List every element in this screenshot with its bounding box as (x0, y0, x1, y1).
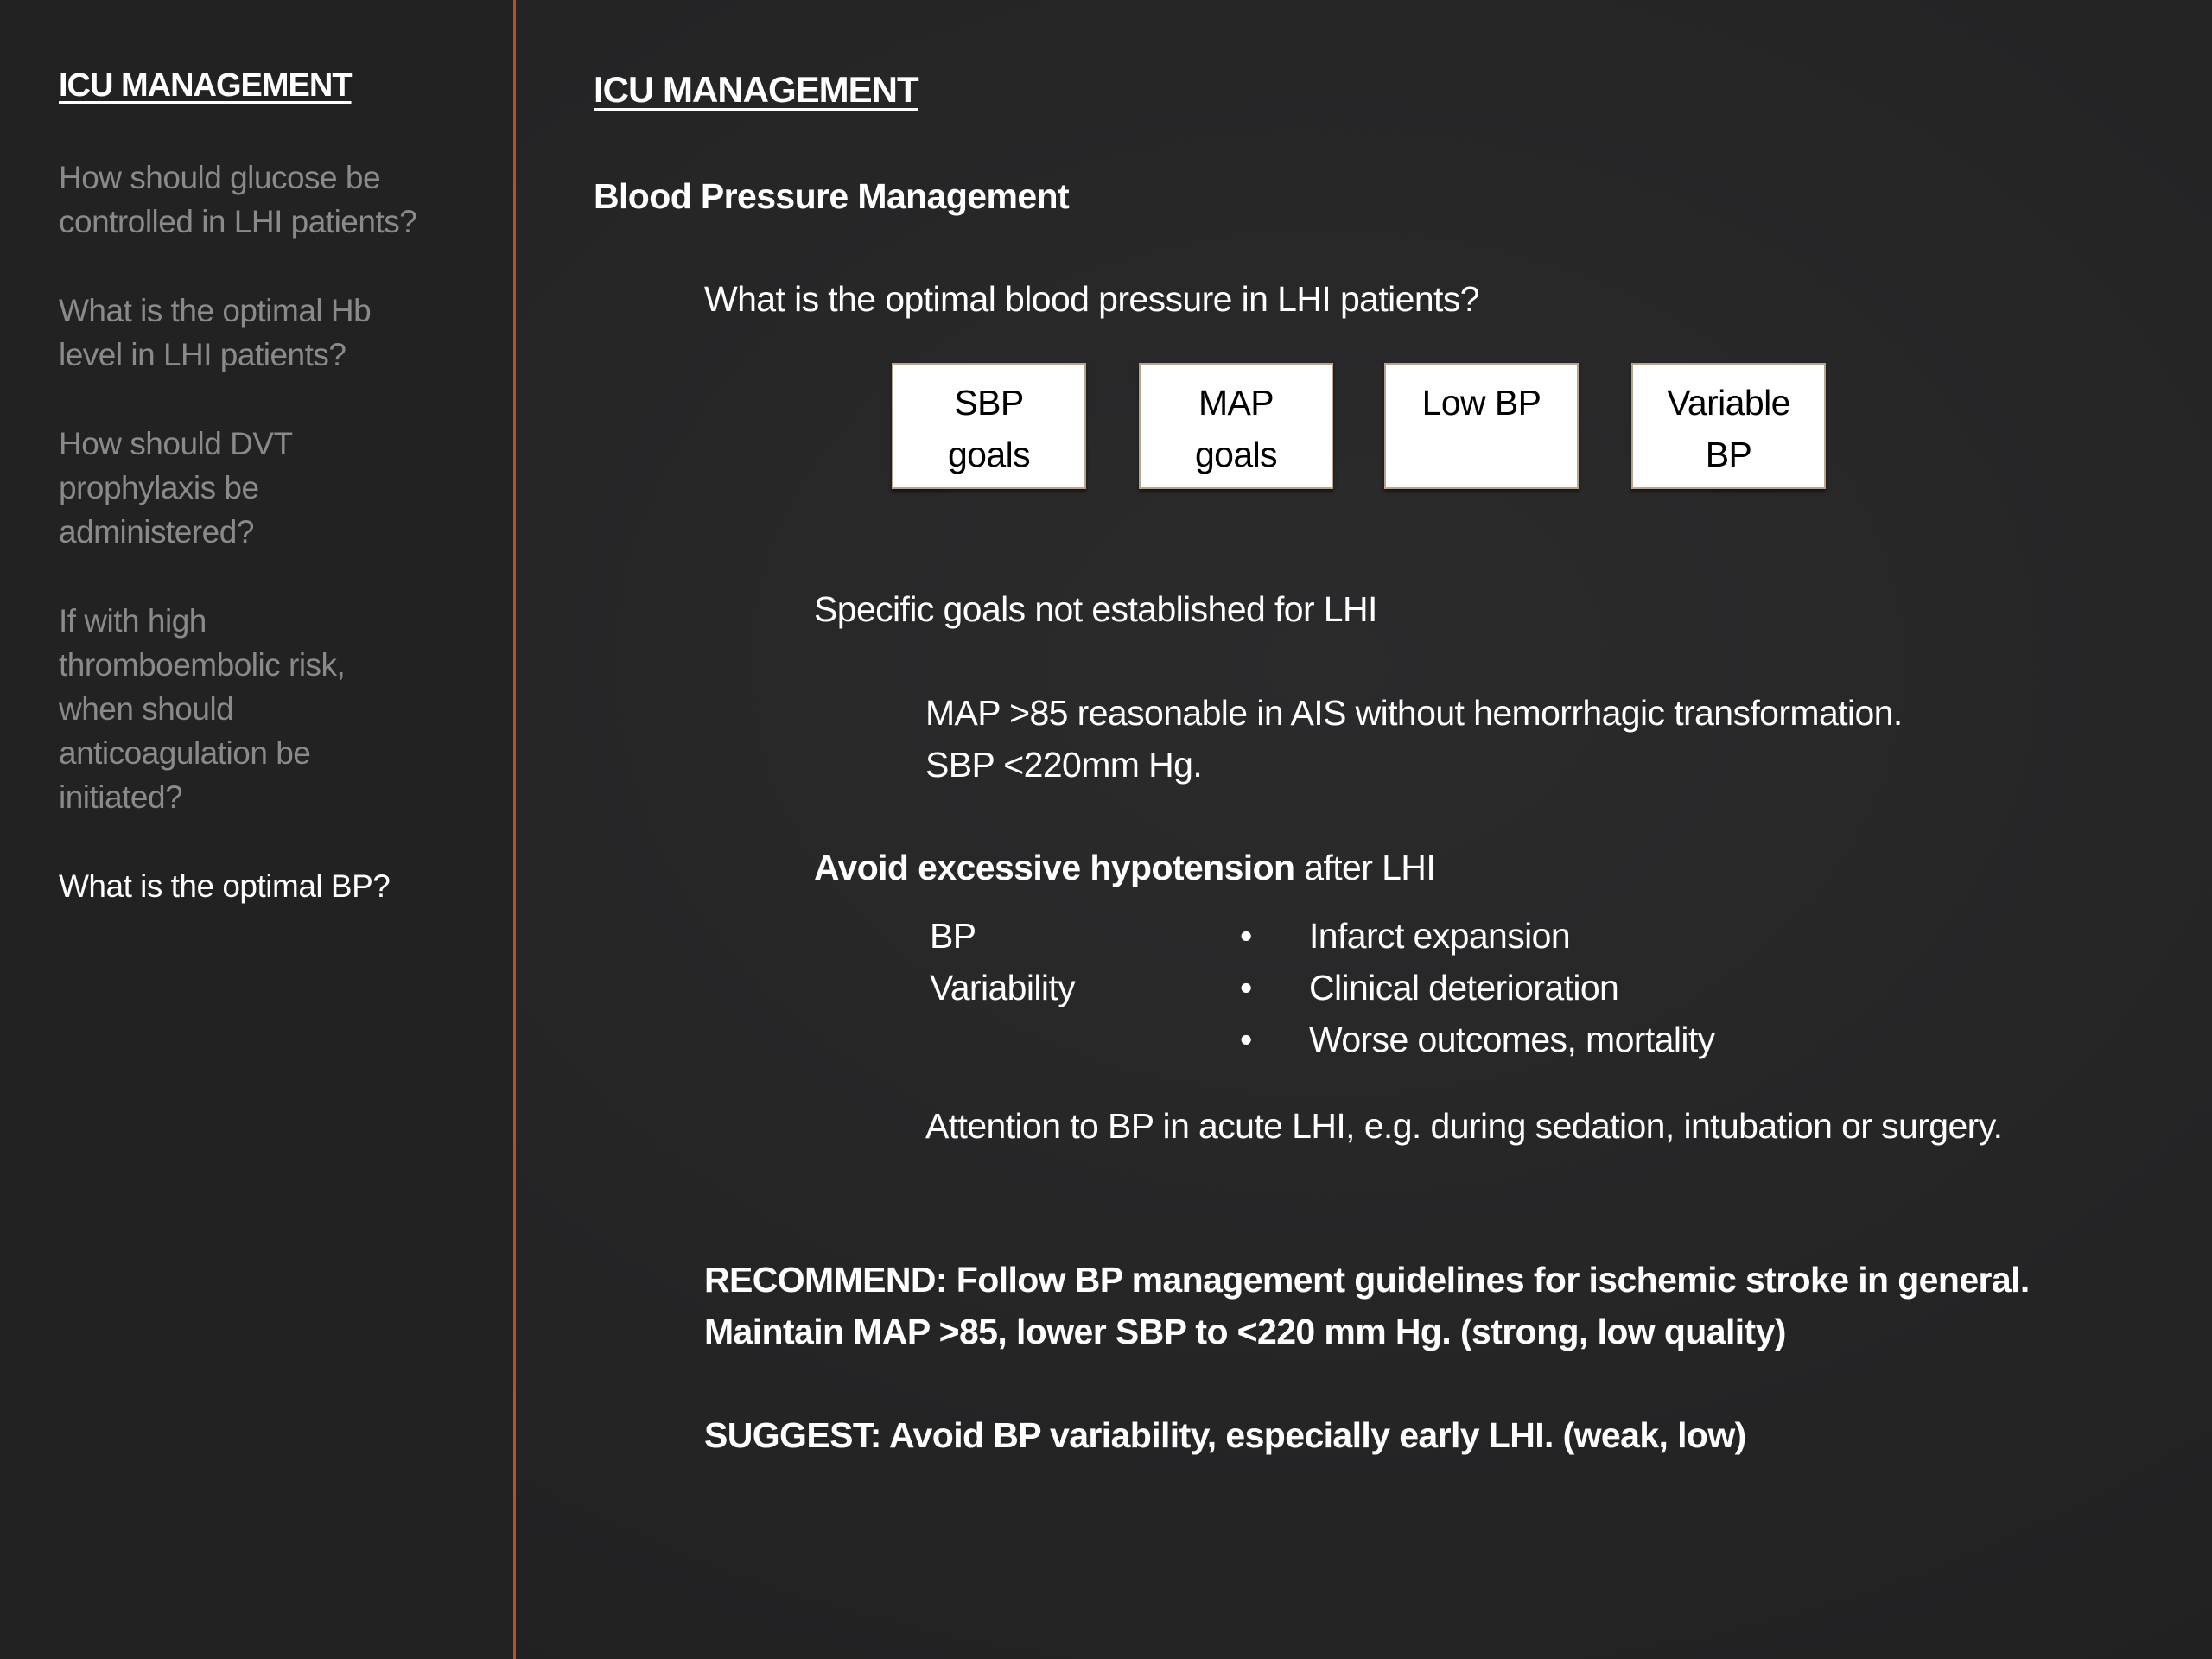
sidebar-item-hb[interactable]: What is the optimal Hb level in LHI patients? (59, 293, 372, 372)
box-map-goals (1139, 363, 1333, 489)
list-item: • Infarct expansion (1240, 916, 1571, 956)
avoid-bold: Avoid excessive hypotension (814, 848, 1295, 887)
page-title: ICU MANAGEMENT (594, 69, 918, 110)
bp-variability-label (930, 910, 1075, 1014)
sidebar-item-anticoagulation[interactable]: If with high thromboembolic risk, when should anticoagulation be initiated? (59, 603, 346, 815)
sidebar (0, 0, 513, 1659)
box-line: Low BP (1421, 383, 1541, 423)
bp-label-line: BP (930, 916, 976, 956)
sidebar-divider (513, 0, 516, 1659)
bp-label-line: Variability (930, 968, 1076, 1007)
box-line: SBP (954, 383, 1024, 423)
box-low-bp (1384, 363, 1579, 489)
avoid-rest: after LHI (1294, 848, 1436, 887)
recommendation-text: RECOMMEND: Follow BP management guidelines for ischemic stroke in general. Maintain MAP >85, lower SBP to <220 mm Hg. (strong, low quality) (704, 1260, 2030, 1351)
sidebar-item-dvt[interactable]: How should DVT prophylaxis be administered? (59, 426, 292, 550)
bullet-list (1240, 910, 1715, 1065)
section-heading: Blood Pressure Management (594, 176, 1070, 216)
list-item: • Worse outcomes, mortality (1240, 1020, 1715, 1059)
box-line: BP (1705, 435, 1752, 474)
bullet-text: Worse outcomes, mortality (1309, 1020, 1715, 1059)
box-variable-bp (1631, 363, 1826, 489)
sidebar-item-glucose[interactable]: How should glucose be controlled in LHI patients? (59, 160, 417, 239)
box-sbp-goals (892, 363, 1086, 489)
suggestion-text: SUGGEST: Avoid BP variability, especially early LHI. (weak, low) (704, 1415, 1746, 1455)
sidebar-title: ICU MANAGEMENT (59, 67, 352, 104)
avoid-hypotension-text (814, 842, 1435, 893)
bullet-text: Clinical deterioration (1309, 968, 1619, 1007)
specific-goals-text: Specific goals not established for LHI (814, 589, 1377, 629)
box-line: goals (947, 435, 1031, 474)
map-line-1: MAP >85 reasonable in AIS without hemorrhagic transformation. (925, 693, 1903, 733)
question-text: What is the optimal blood pressure in LHI patients? (704, 279, 1479, 319)
attention-text: Attention to BP in acute LHI, e.g. during sedation, intubation or surgery. (925, 1106, 2003, 1146)
sidebar-item-optimal-bp[interactable]: What is the optimal BP? (59, 868, 391, 904)
box-line: MAP (1198, 383, 1274, 423)
box-line: goals (1194, 435, 1278, 474)
box-line: Variable (1667, 383, 1790, 423)
bullet-text: Infarct expansion (1309, 916, 1571, 956)
map-line-2: SBP <220mm Hg. (925, 745, 1203, 785)
list-item: • Clinical deterioration (1240, 968, 1619, 1007)
